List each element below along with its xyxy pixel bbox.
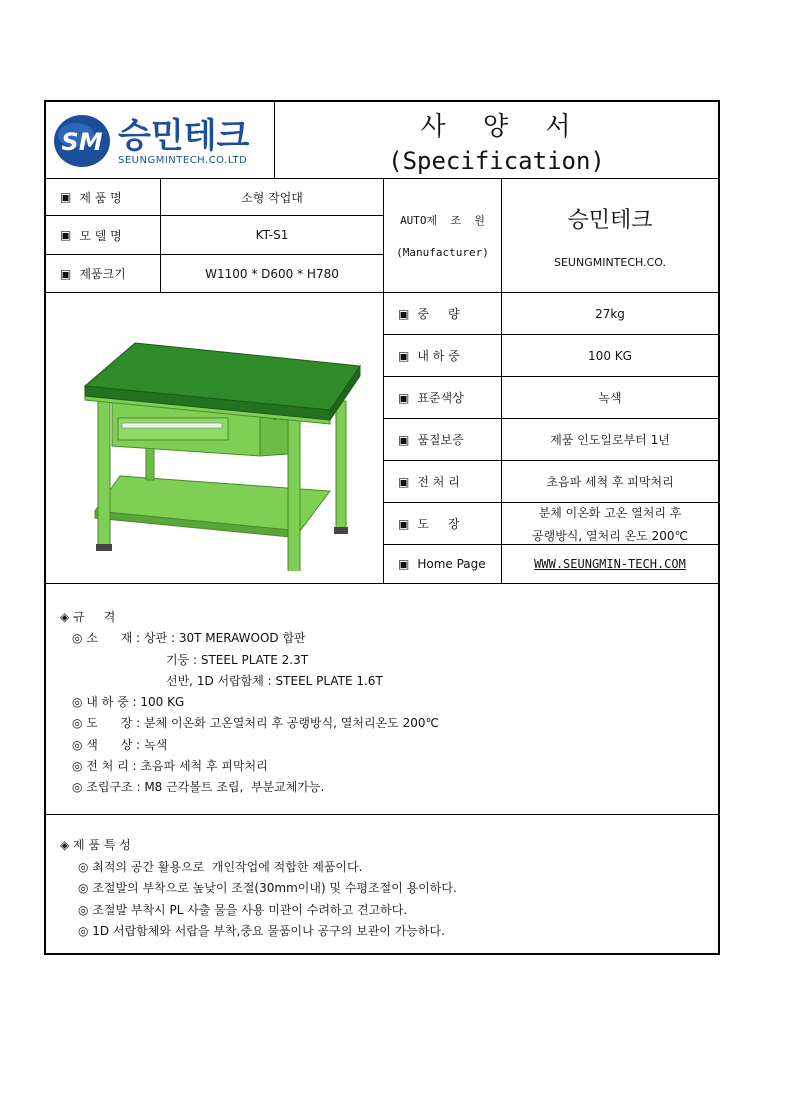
property-value <box>502 293 718 334</box>
size-label <box>46 255 160 292</box>
spec-line: ◎ 내 하 중 : 100 KG <box>72 695 185 709</box>
spec-line: ◎ 도 장 : 분체 이온화 고온열처리 후 공랭방식, 열처리온도 200℃ <box>72 716 439 730</box>
model-label <box>46 216 160 254</box>
logo-emblem <box>52 113 112 169</box>
property-label <box>384 419 501 460</box>
property-value <box>502 335 718 376</box>
property-label <box>384 461 501 502</box>
label-text: 내 하 중 <box>417 349 460 363</box>
spec-line: 선반, 1D 서랍함체 : STEEL PLATE 1.6T <box>166 674 383 688</box>
product-name-value: 소형 작업대 <box>241 190 303 205</box>
label-text: 전 처 리 <box>417 475 460 489</box>
maker-name: 승민테크 <box>567 207 653 233</box>
value-text: 분체 이온화 고온 열처리 후 <box>538 505 682 520</box>
spec-line: ◎ 소 재 : 상판 : 30T MERAWOOD 합판 <box>72 631 306 645</box>
feature-line: ◎ 조절발의 부착으로 높낮이 조절(30mm이내) 및 수평조절이 용이하다. <box>78 881 457 895</box>
property-label <box>384 335 501 376</box>
spec-line: ◎ 조립구조 : M8 근각볼트 조립, 부분교체가능. <box>72 780 325 794</box>
company-logo <box>52 108 272 174</box>
square-mark: ▣ <box>398 348 410 363</box>
value-text: 27kg <box>595 306 625 321</box>
label-text: 표준색상 <box>417 391 464 405</box>
homepage-link[interactable]: WWW.SEUNGMIN-TECH.COM <box>534 557 686 571</box>
value-text: 공랭방식, 열처리 온도 200℃ <box>532 528 688 543</box>
value-text: 초음파 세척 후 피막처리 <box>546 475 674 489</box>
maker-domain: SEUNGMINTECH.CO. <box>553 255 666 269</box>
features-heading: ◈ 제 품 특 성 <box>60 838 131 852</box>
logo-mark: SM <box>61 128 103 156</box>
title-english: (Specification) <box>388 146 605 175</box>
model-value: KT-S1 <box>255 228 289 242</box>
feature-line: ◎ 1D 서랍함체와 서랍을 부착,중요 물품이나 공구의 보관이 가능하다. <box>78 924 445 938</box>
property-value <box>502 461 718 502</box>
feature-line: ◎ 최적의 공간 활용으로 개인작업에 적합한 제품이다. <box>78 860 363 874</box>
square-mark: ▣ <box>398 474 410 489</box>
title-korean: 사 양 서 <box>420 111 573 142</box>
label-text: 모 델 명 <box>79 228 122 243</box>
square-mark: ▣ <box>398 306 410 321</box>
product-illustration <box>46 293 383 583</box>
spec-heading: ◈ 규 격 <box>60 610 116 624</box>
square-mark: ▣ <box>60 266 72 281</box>
property-value <box>502 377 718 418</box>
property-label <box>384 293 501 334</box>
square-mark: ▣ <box>398 516 410 531</box>
grid-line <box>46 814 718 815</box>
maker-value <box>502 179 718 292</box>
value-text: 제품 인도일로부터 1년 <box>550 433 670 447</box>
square-mark: ▣ <box>398 390 410 405</box>
label-text: 제 품 명 <box>79 190 122 205</box>
label-text: 품질보증 <box>417 433 464 447</box>
property-label <box>384 545 501 583</box>
spec-line: ◎ 색 상 : 녹색 <box>72 738 168 752</box>
maker-label <box>384 179 501 292</box>
product-name-label <box>46 179 160 215</box>
spec-line: 기둥 : STEEL PLATE 2.3T <box>166 653 309 667</box>
workbench-image <box>60 306 370 571</box>
label-text: Home Page <box>417 557 486 571</box>
value-text: 녹색 <box>598 391 622 405</box>
size-value: W1100 * D600 * H780 <box>205 266 339 281</box>
maker-label-en: (Manufacturer) <box>396 246 489 259</box>
property-label <box>384 503 501 544</box>
label-text: 도 장 <box>417 517 460 531</box>
property-label <box>384 377 501 418</box>
spec-line: ◎ 전 처 리 : 초음파 세척 후 피막처리 <box>72 759 268 773</box>
square-mark: ▣ <box>60 228 72 242</box>
square-mark: ▣ <box>398 557 410 571</box>
document-title <box>275 102 718 178</box>
property-value[interactable] <box>502 545 718 583</box>
square-mark: ▣ <box>398 432 410 447</box>
property-value <box>502 419 718 460</box>
logo-name: 승민테크 <box>118 115 250 156</box>
square-mark: ▣ <box>60 190 72 204</box>
value-text: 100 KG <box>588 348 632 363</box>
feature-line: ◎ 조절발 부착시 PL 사출 물을 사용 미관이 수려하고 견고하다. <box>78 903 408 917</box>
logo-subtitle: SEUNGMINTECH.CO.LTD <box>118 154 248 166</box>
label-text: 중 량 <box>417 307 460 321</box>
property-value <box>502 503 718 544</box>
spec-sheet <box>44 100 720 955</box>
maker-label-ko: AUTO제 조 원 <box>400 214 485 227</box>
grid-line <box>46 583 718 584</box>
label-text: 제품크기 <box>79 267 126 281</box>
